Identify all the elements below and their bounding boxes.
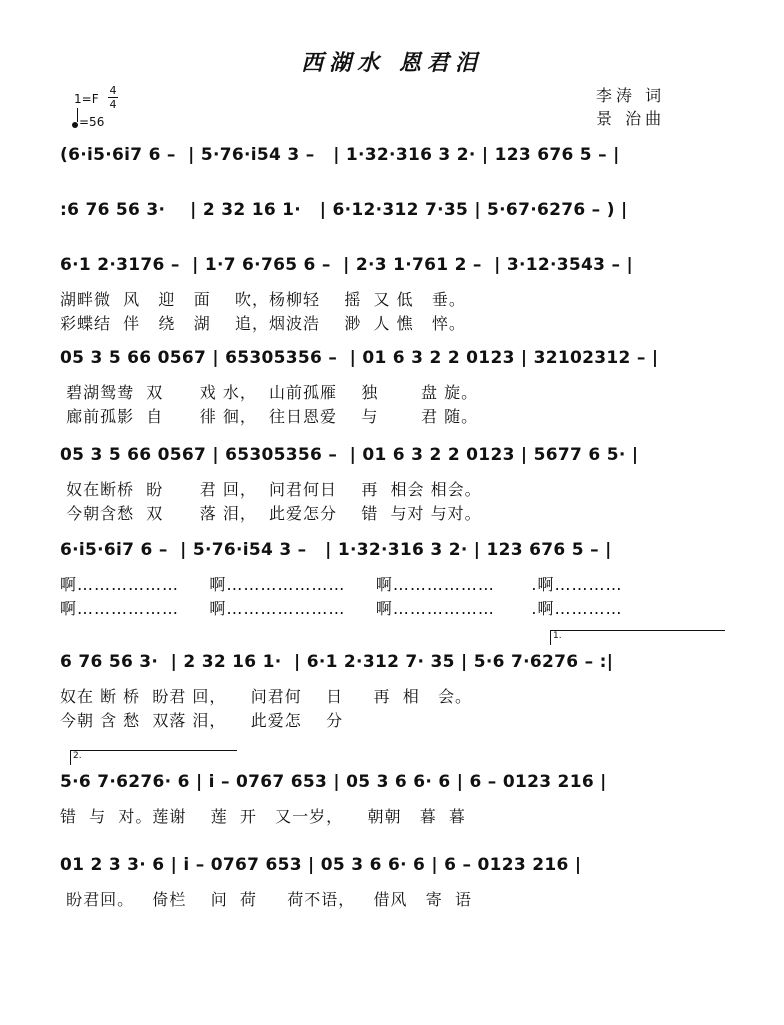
volta-bracket-2: 2. bbox=[70, 750, 237, 765]
time-signature bbox=[108, 84, 118, 111]
notation-line: :6 76 56 3· | 2 32 16 1· | 6·12·312 7·35 | 5·67·6276 – ) | bbox=[60, 200, 628, 220]
lyric-verse-1: 错 与 对。莲谢 莲 开 又一岁， 朝朝 暮 暮 bbox=[60, 807, 466, 826]
notation-line: 01 2 3 3· 6 | i – 0767 653 | 05 3 6 6· 6 | 6 – 0123 216 | bbox=[60, 855, 582, 875]
tempo-marking bbox=[72, 112, 104, 129]
score-row-9 bbox=[60, 855, 730, 915]
score-row-4 bbox=[60, 348, 730, 428]
tempo-value: =56 bbox=[79, 115, 105, 129]
quarter-note-icon bbox=[72, 122, 78, 128]
lyric-verse-1: 啊……………… 啊………………… 啊……………… .啊………… bbox=[60, 575, 623, 594]
notation-line: 05 3 5 66 0567 | 65305356 – | 01 6 3 2 2 0123 | 5677 6 5· | bbox=[60, 445, 639, 465]
score-row-6 bbox=[60, 540, 730, 620]
composer-credit: 景 治曲 bbox=[596, 109, 666, 128]
note-stem-icon bbox=[77, 108, 78, 122]
lyric-verse-2: 今朝含愁 双 落 泪， 此爱怎分 错 与对 与对。 bbox=[60, 504, 482, 523]
score-row-2 bbox=[60, 200, 730, 230]
notation-line: 6·i5·6i7 6 – | 5·76·i54 3 – | 1·32·316 3 2· | 123 676 5 – | bbox=[60, 540, 612, 560]
notation-line: (6·i5·6i7 6 – | 5·76·i54 3 – | 1·32·316 3 2· | 123 676 5 – | bbox=[60, 145, 620, 165]
lyric-verse-1: 碧湖鸳鸯 双 戏 水， 山前孤雁 独 盘 旋。 bbox=[60, 383, 479, 402]
meter-top: 4 bbox=[109, 84, 117, 97]
volta-bracket-1: 1. bbox=[550, 630, 725, 645]
key-signature: 1=F bbox=[74, 92, 99, 106]
lyric-verse-1: 奴在断桥 盼 君 回， 问君何日 再 相会 相会。 bbox=[60, 480, 482, 499]
notation-line: 05 3 5 66 0567 | 65305356 – | 01 6 3 2 2 0123 | 32102312 – | bbox=[60, 348, 659, 368]
score-row-7 bbox=[60, 631, 730, 732]
lyric-verse-2: 今朝 含 愁 双落 泪， 此爱怎 分 bbox=[60, 711, 344, 730]
lyric-verse-1: 奴在 断 桥 盼君 回， 问君何 日 再 相 会。 bbox=[60, 687, 472, 706]
lyric-verse-1: 湖畔微 风 迎 面 吹，杨柳轻 摇 又 低 垂。 bbox=[60, 290, 466, 309]
score-row-3 bbox=[60, 255, 730, 335]
lyric-verse-2: 廊前孤影 自 徘 徊， 往日恩爱 与 君 随。 bbox=[60, 407, 479, 426]
notation-line: 6·1 2·3176 – | 1·7 6·765 6 – | 2·3 1·761 2 – | 3·12·3543 – | bbox=[60, 255, 634, 275]
notation-line: 6 76 56 3· | 2 32 16 1· | 6·1 2·312 7· 35 | 5·6 7·6276 – :| bbox=[60, 652, 614, 672]
lyric-verse-2: 啊……………… 啊………………… 啊……………… .啊………… bbox=[60, 599, 623, 618]
lyric-verse-2: 彩蝶结 伴 绕 湖 追，烟波浩 渺 人 憔 悴。 bbox=[60, 314, 466, 333]
score-row-5 bbox=[60, 445, 730, 525]
lyric-verse-1: 盼君回。 倚栏 问 荷 荷不语， 借风 寄 语 bbox=[60, 890, 472, 909]
lyricist-credit: 李涛 词 bbox=[596, 86, 666, 105]
notation-line: 5·6 7·6276· 6 | i – 0767 653 | 05 3 6 6· 6 | 6 – 0123 216 | bbox=[60, 772, 607, 792]
meter-bottom: 4 bbox=[109, 98, 117, 111]
song-title: 西湖水 恩君泪 bbox=[301, 50, 483, 76]
score-row-1 bbox=[60, 145, 730, 175]
score-row-8 bbox=[60, 751, 730, 832]
